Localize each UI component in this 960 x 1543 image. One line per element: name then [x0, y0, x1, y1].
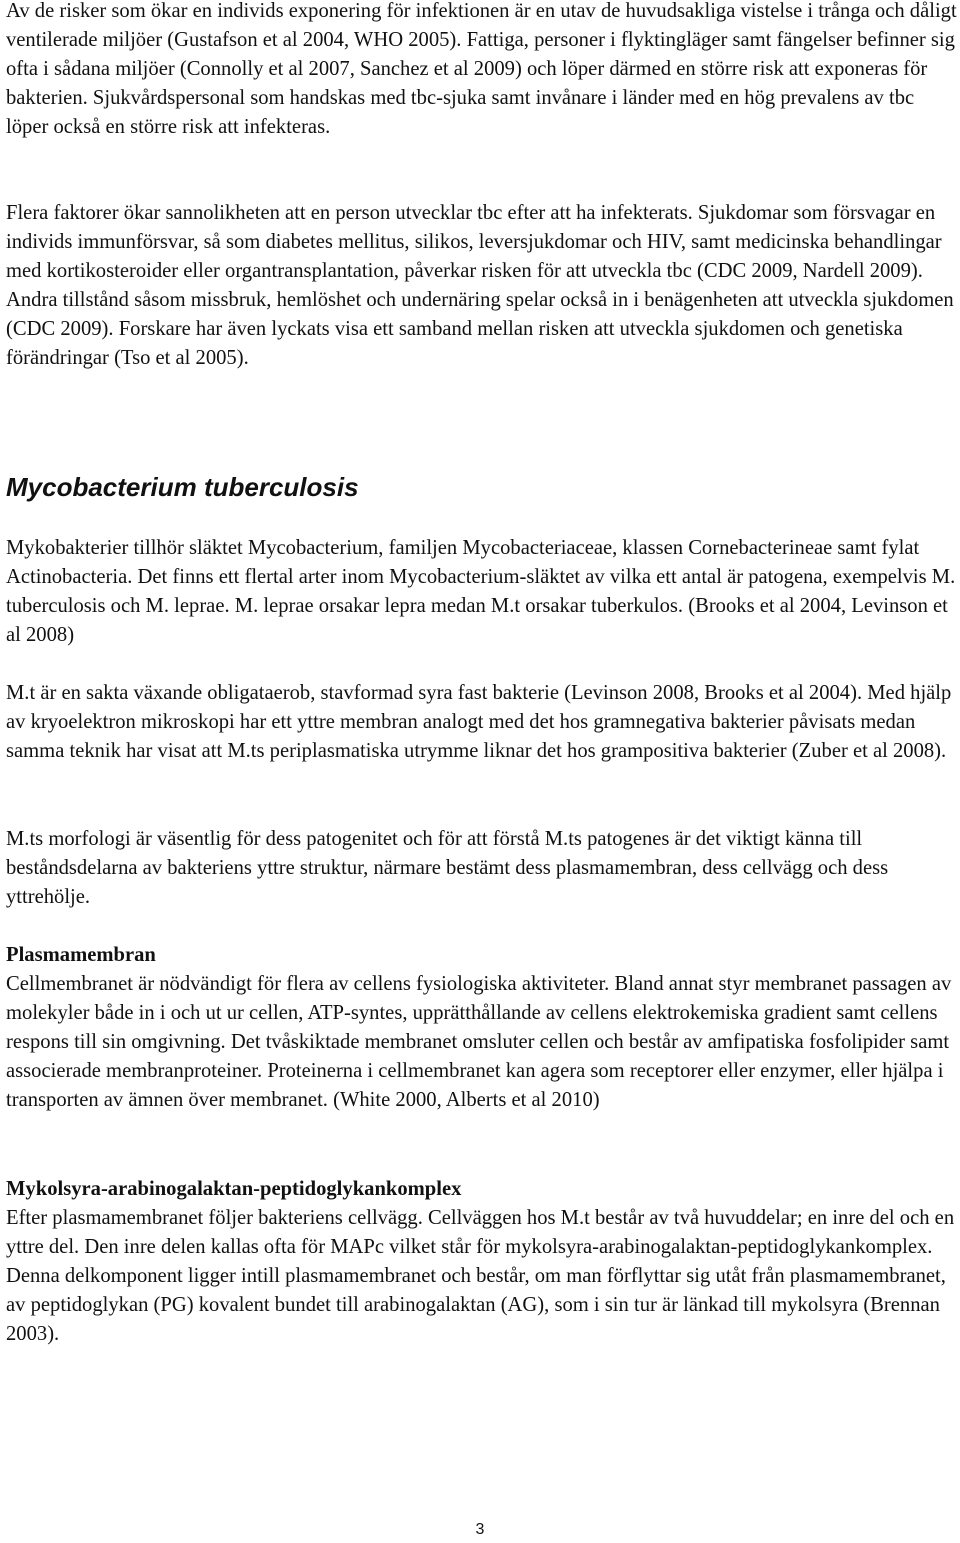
section-title: Mycobacterium tuberculosis — [6, 472, 359, 502]
paragraph-taxonomy: Mykobakterier tillhör släktet Mycobacterium, familjen Mycobacteriaceae, klassen Cornebacterineae samt fylat Actinobacteria. Det finns ett flertal arter inom Mycobacterium-släktet av vilka ett antal är patogena, exempelvis M. tuberculosis och M. leprae. M. leprae orsakar lepra medan M.t orsakar tuberkulos. (Brooks et al 2004, Levinson et al 2008) — [6, 537, 956, 646]
paragraph-risk-factors: Flera faktorer ökar sannolikheten att en person utvecklar tbc efter att ha infekterats. Sjukdomar som försvagar en individs immunförsvar, så som diabetes mellitus, silikos, leversjukdomar och HIV, samt medicinska behandlingar med kortikosteroider eller organtransplantation, påverkar risken för att utveckla tbc (CDC 2009, Nardell 2009). Andra tillstånd såsom missbruk, hemlöshet och undernäring spelar också in i benägenheten att utveckla sjukdomen (CDC 2009). Forskare har även lyckats visa ett samband mellan risken att utveckla sjukdomen och genetiska förändringar (Tso et al 2005). — [6, 202, 954, 369]
subheading-mykolsyra: Mykolsyra-arabinogalaktan-peptidoglykankomplex — [6, 1178, 462, 1200]
paragraph-plasmamembran: Cellmembranet är nödvändigt för flera av cellens fysiologiska aktiviteter. Bland annat styr membranet passagen av molekyler både in i och ut ur cellen, ATP-syntes, upprätthållande av cellens elektrokemiska gradient samt cellens respons till sin omgivning. Det tvåskiktade membranet omsluter cellen och består av amfipatiska fosfolipider samt associerade membranproteiner. Proteinerna i cellmembranet kan agera som receptorer eller enzymer, eller hjälpa i transporten av ämnen över membranet. (White 2000, Alberts et al 2010) — [6, 973, 952, 1111]
paragraph-morphology: M.ts morfologi är väsentlig för dess patogenitet och för att förstå M.ts patogenes är det viktigt känna till beståndsdelarna av bakteriens yttre struktur, närmare bestämt dess plasmamembran, dess cellvägg och dess yttrehölje. — [6, 828, 889, 908]
paragraph-risk-exposure: Av de risker som ökar en individs exponering för infektionen är en utav de huvudsakliga vistelse i trånga och dåligt ventilerade miljöer (Gustafson et al 2004, WHO 2005). Fattiga, personer i flyktingläger samt fängelser befinner sig ofta i sådana miljöer (Connolly et al 2007, Sanchez et al 2009) och löper därmed en större risk att exponeras för bakterien. Sjukvårdspersonal som handskas med tbc-sjuka samt invånare i länder med en hög prevalens av tbc löper också en större risk att infekteras. — [6, 0, 957, 138]
page-number: 3 — [475, 1521, 485, 1538]
paragraph-mykolsyra: Efter plasmamembranet följer bakteriens cellvägg. Cellväggen hos M.t består av två huvuddelar; en inre del och en yttre del. Den inre delen kallas ofta för MAPc vilket står för mykolsyra-arabinogalaktan-peptidoglykankomplex. Denna delkomponent ligger intill plasmamembranet och består, om man förflyttar sig utåt från plasmamembranet, av peptidoglykan (PG) kovalent bundet till arabinogalaktan (AG), som i sin tur är länkad till mykolsyra (Brennan 2003). — [6, 1207, 955, 1345]
subheading-plasmamembran: Plasmamembran — [6, 944, 156, 966]
paragraph-bacterium-description: M.t är en sakta växande obligataerob, stavformad syra fast bakterie (Levinson 2008, Brooks et al 2004). Med hjälp av kryoelektron mikroskopi har ett yttre membran analogt med det hos gramnegativa bakterier påvisats medan samma teknik har visat att M.ts periplasmatiska utrymme liknar det hos grampositiva bakterier (Zuber et al 2008). — [6, 682, 952, 762]
